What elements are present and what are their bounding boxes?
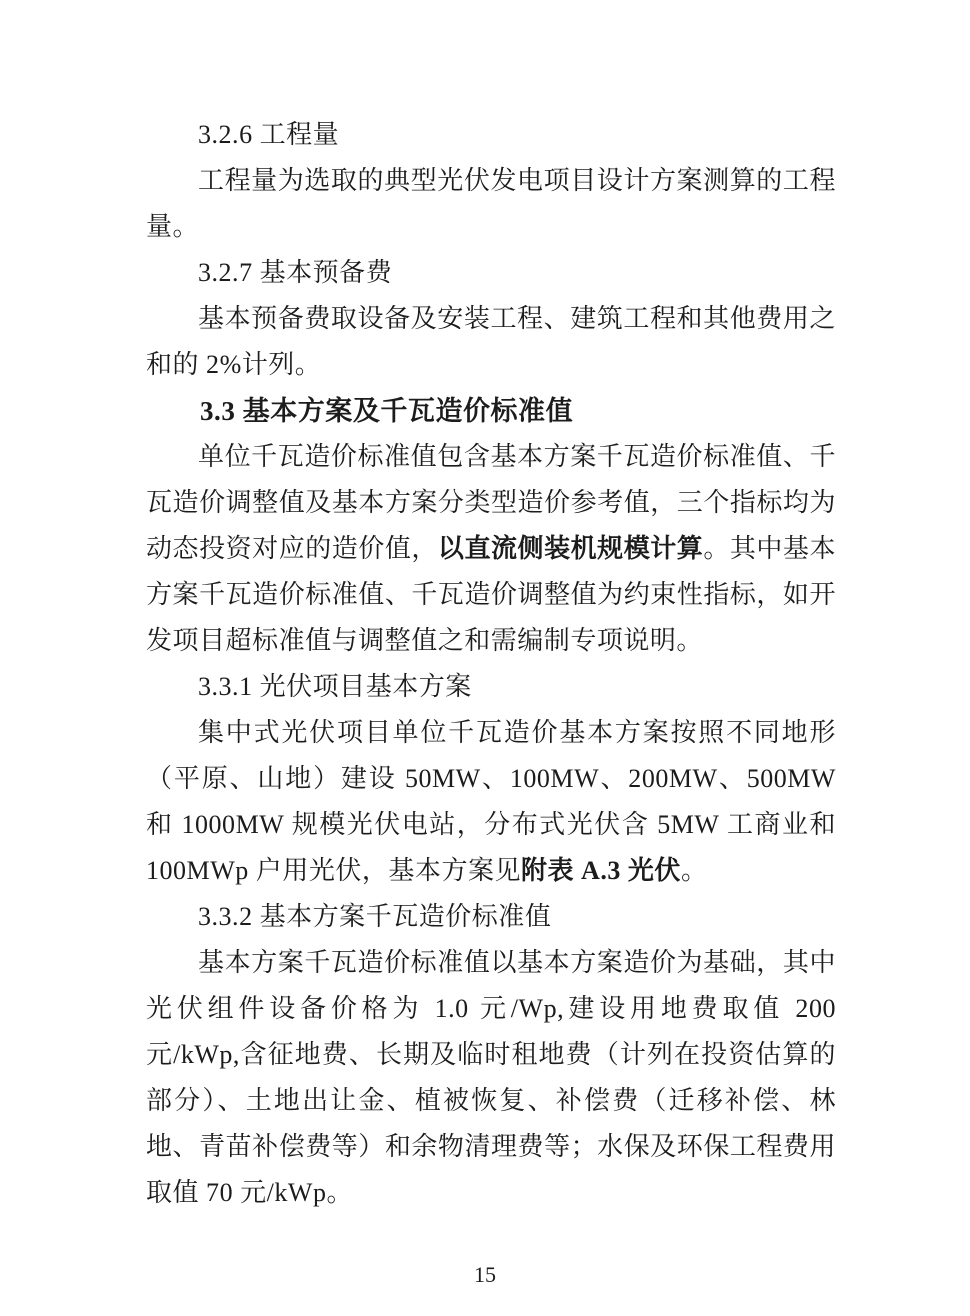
heading-3-2-7 — [146, 250, 836, 296]
heading-3-3 — [146, 388, 836, 434]
document-body — [146, 112, 836, 1216]
text-run: 基本预备费取设备及安装工程、建筑工程和其他费用之和的 2%计列。 — [146, 304, 836, 379]
text-run: 3.3.1 光伏项目基本方案 — [198, 672, 472, 701]
bold-text-run: 附表 A.3 光伏 — [521, 856, 681, 885]
para-3-2-7 — [146, 296, 836, 388]
heading-3-3-1 — [146, 664, 836, 710]
heading-3-3-2 — [146, 894, 836, 940]
para-3-3-2 — [146, 940, 836, 1216]
text-run: 基本方案千瓦造价标准值以基本方案造价为基础，其中光伏组件设备价格为 1.0 元/Wp,建设用地费取值 200 元/kWp,含征地费、长期及临时租地费（计列在投资估算的部分）、土地出让金、植被恢复、补偿费（迁移补偿、林地、青苗补偿费等）和余物清理费等；水保及环保工程费用取值 70 元/kWp。 — [146, 948, 836, 1207]
bold-text-run: 3.3 基本方案及千瓦造价标准值 — [200, 396, 574, 426]
para-3-2-6 — [146, 158, 836, 250]
text-run: 。其中基本方案千瓦造价标准值、千瓦造价调整值为约束性指标，如开发项目超标准值与调整值之和需编制专项说明。 — [146, 534, 836, 655]
para-3-3-intro — [146, 434, 836, 664]
text-run: 3.2.6 工程量 — [198, 120, 340, 149]
text-run: 。 — [680, 856, 708, 885]
bold-text-run: 以直流侧装机规模计算 — [437, 534, 704, 563]
text-run: 3.2.7 基本预备费 — [198, 258, 393, 287]
para-3-3-1 — [146, 710, 836, 894]
text-run: 工程量为选取的典型光伏发电项目设计方案测算的工程量。 — [146, 166, 836, 241]
text-run: 单位千瓦造价标准值包含基本方案千瓦造价标准值、千瓦造价调整值及基本方案分类型造价参考值，三个指标均为动态投资对应的造价值， — [146, 442, 836, 563]
page-number: 15 — [474, 1262, 496, 1287]
text-run: 集中式光伏项目单位千瓦造价基本方案按照不同地形（平原、山地）建设 50MW、100MW、200MW、500MW 和 1000MW 规模光伏电站，分布式光伏含 5MW 工商业和 100MWp 户用光伏，基本方案见 — [146, 718, 836, 885]
text-run: 3.3.2 基本方案千瓦造价标准值 — [198, 902, 552, 931]
heading-3-2-6 — [146, 112, 836, 158]
